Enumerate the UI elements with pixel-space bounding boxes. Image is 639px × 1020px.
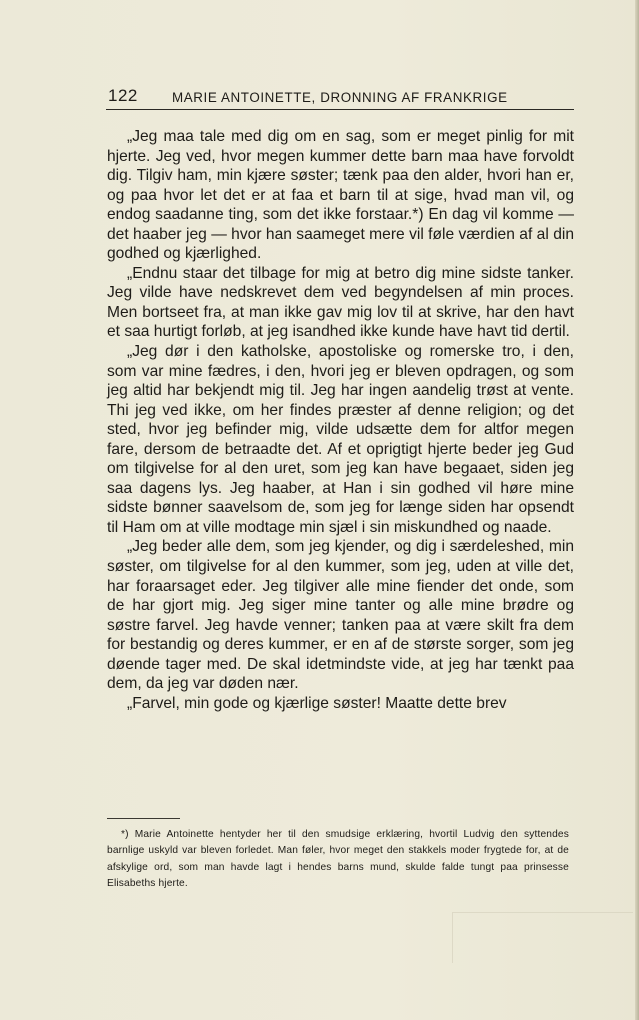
- page-edge: [635, 0, 639, 1020]
- header-rule: [106, 109, 574, 110]
- footnote-rule: [107, 818, 180, 819]
- paragraph: „Jeg dør i den katholske, apostoliske og romerske tro, i den, som var mine fædres, i den, hvori jeg er bleven opdragen, og som jeg altid har bekjendt mig til. Jeg har ingen aandelig trøst at vente. Thi jeg ved ikke, om her findes præster af denne religion; og det sted, hvor jeg befinder mig, vilde udsætte dem for altfor megen fare, dersom de betraadte det. Af et oprigtigt hjerte beder jeg Gud om tilgivelse for al den uret, som jeg kan have begaaet, siden jeg saa dagens lys. Jeg haaber, at Han i sin godhed vil høre mine sidste bønner saavelsom de, som jeg for længe siden har opsendt til Ham om at ville modtage min sjæl i sin miskundhed og naade.: [107, 343, 574, 536]
- paragraph: „Endnu staar det tilbage for mig at betro dig mine sidste tanker. Jeg vilde have nedskrevet dem ved begyndelsen af min proces. Men bortseet fra, at man ikke gav mig lov til at skrive, har den havt et saa hurtigt forløb, at jeg isandhed ikke kunde have havt tid dertil.: [107, 264, 574, 341]
- paragraph: „Jeg maa tale med dig om en sag, som er meget pinlig for mit hjerte. Jeg ved, hvor megen kummer dette barn maa have forvoldt dig. Tilgiv ham, min kjære søster; tænk paa den alder, hvori han er, og paa hvor let det er at faa et barn til at sige, hvad man vil, og endog saadanne ting, som det ikke forstaar.*) En dag vil komme — det haaber jeg — hvor han saameget mere vil føle værdien af al din godhed og kjærlighed.: [107, 128, 574, 263]
- footnote: [107, 827, 569, 892]
- paragraph: „Farvel, min gode og kjærlige søster! Maatte dette brev: [127, 694, 507, 712]
- scan-artifact: [452, 912, 633, 963]
- body-text: [107, 127, 574, 713]
- running-head: MARIE ANTOINETTE, DRONNING AF FRANKRIGE: [172, 90, 508, 105]
- footnote-text: *) Marie Antoinette hentyder her til den smudsige erklæring, hvortil Ludvig den syttendes barnlige uskyld var bleven forledet. Man føler, hvor meget den stakkels moder frygtede for, at de afskylige ord, som man havde lagt i hendes barns mund, skulde falde tungt paa prinsesse Elisabeths hjerte.: [107, 829, 569, 889]
- page-number: 122: [108, 86, 138, 105]
- paragraph: „Jeg beder alle dem, som jeg kjender, og dig i særdeleshed, min søster, om tilgivelse for al den kummer, som jeg, uden at ville det, har foraarsaget eder. Jeg tilgiver alle mine fiender det onde, som de har gjort mig. Jeg siger mine tanter og alle mine brødre og søstre farvel. Jeg havde venner; tanken paa at være skilt fra dem for bestandig og deres kummer, er en af de største sorger, som jeg døende tager med. De skal idetmindste vide, at jeg har tænkt paa dem, da jeg var døden nær.: [107, 538, 574, 693]
- page-header: [106, 86, 574, 110]
